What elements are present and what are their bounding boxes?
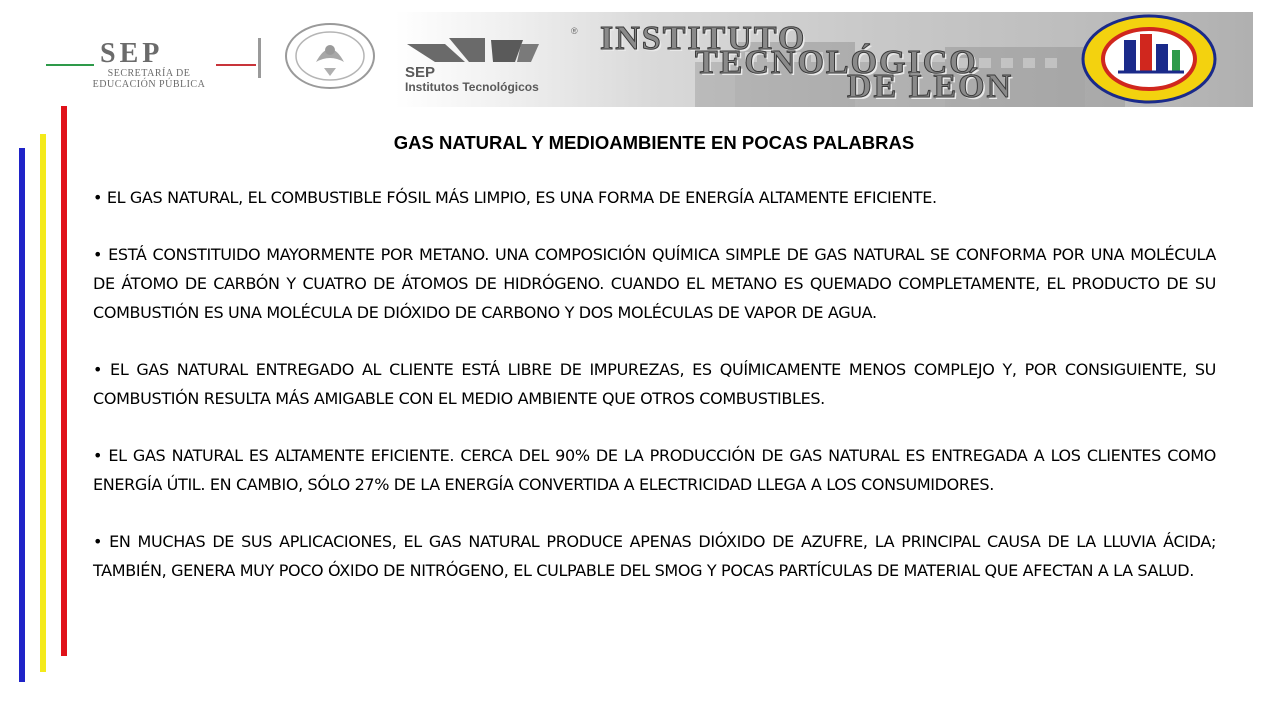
bullet-item: • EL GAS NATURAL ENTREGADO AL CLIENTE ESTÁ LIBRE DE IMPUREZAS, ES QUÍMICAMENTE MENOS COMPLEJO Y, POR CONSIGUIENTE, SU COMBUSTIÓN RESULTA MÁS AMIGABLE CON EL MEDIO AMBIENTE QUE OTROS COMBUSTIBLES. <box>93 360 1216 408</box>
bullet-list <box>93 183 1216 613</box>
blue-stripe <box>19 148 25 682</box>
tecnm-brand: SEP <box>405 64 436 81</box>
sep-subtitle-line-1: SECRETARÍA DE <box>107 68 191 79</box>
bullet-item: • EL GAS NATURAL ES ALTAMENTE EFICIENTE. CERCA DEL 90% DE LA PRODUCCIÓN DE GAS NATURAL ES ENTREGADA A LOS CLIENTES COMO ENERGÍA ÚTIL. EN CAMBIO, SÓLO 27% DE LA ENERGÍA CONVERTIDA A ELECTRICIDAD LLEGA A LOS CONSUMIDORES. <box>93 446 1216 494</box>
bullet-item: • ESTÁ CONSTITUIDO MAYORMENTE POR METANO. UNA COMPOSICIÓN QUÍMICA SIMPLE DE GAS NATURAL SE CONFORMA POR UNA MOLÉCULA DE ÁTOMO DE CARBÓN Y CUATRO DE ÁTOMOS DE HIDRÓGENO. CUANDO EL METANO ES QUEMADO COMPLETAMENTE, EL PRODUCTO DE SU COMBUSTIÓN ES UNA MOLÉCULA DE DIÓXIDO DE CARBONO Y DOS MOLÉCULAS DE VAPOR DE AGUA. <box>93 245 1216 322</box>
registered-mark: ® <box>571 26 578 36</box>
logo-divider <box>258 38 261 78</box>
mexico-seal-icon <box>280 22 380 90</box>
sep-subtitle-line-2: EDUCACIÓN PÚBLICA <box>92 79 206 90</box>
sep-green-rule <box>46 64 94 66</box>
bullet-item: • EL GAS NATURAL, EL COMBUSTIBLE FÓSIL MÁS LIMPIO, ES UNA FORMA DE ENERGÍA ALTAMENTE EFICIENTE. <box>93 188 937 207</box>
tecnm-subtitle: Institutos Tecnológicos <box>405 80 539 94</box>
sep-logo <box>40 38 240 88</box>
bullet-item: • EN MUCHAS DE SUS APLICACIONES, EL GAS NATURAL PRODUCE APENAS DIÓXIDO DE AZUFRE, LA PRINCIPAL CAUSA DE LA LLUVIA ÁCIDA; TAMBIÉN, GENERA MUY POCO ÓXIDO DE NITRÓGENO, EL CULPABLE DEL SMOG Y POCAS PARTÍCULAS DE MATERIAL QUE AFECTAN A LA SALUD. <box>93 532 1216 580</box>
institute-title-line-3: DE LEÓN <box>847 68 1014 105</box>
yellow-stripe <box>40 134 46 672</box>
itl-emblem-icon <box>1080 14 1218 104</box>
sep-red-rule <box>216 64 256 66</box>
sep-logo-word: SEP <box>100 38 164 69</box>
header-banner <box>0 0 1280 110</box>
institute-title-line-2: TECNOLÓGICO <box>695 44 978 81</box>
red-stripe <box>61 106 67 656</box>
sep-logo-subtitle <box>84 68 214 90</box>
institute-title-line-1: INSTITUTO <box>600 20 807 57</box>
page-title: GAS NATURAL Y MEDIOAMBIENTE EN POCAS PALABRAS <box>393 132 915 153</box>
